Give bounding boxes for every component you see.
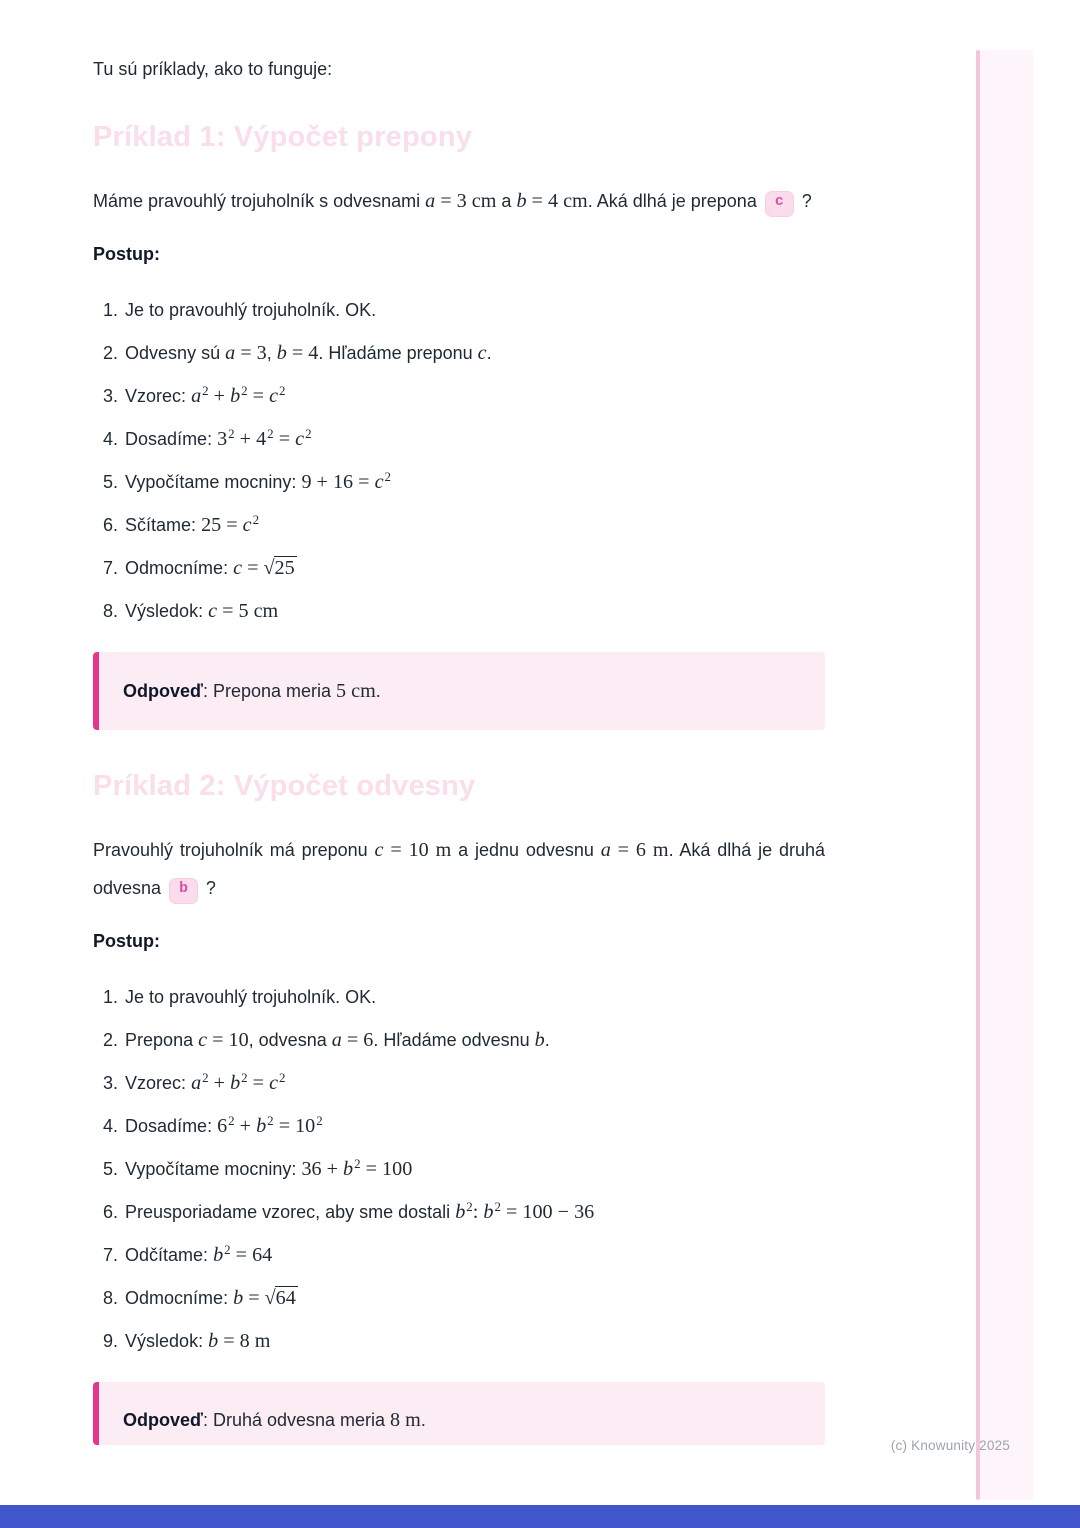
step-item: Výsledok: c = 5 cm [125, 600, 279, 622]
step-item: Výsledok: b = 8 m [125, 1330, 271, 1352]
example-2-heading: Príklad 2: Výpočet odvesny [93, 770, 476, 802]
step-item: Odčítame: $b^2 = 64$ [125, 1242, 273, 1266]
page-edge-band [980, 50, 1033, 1500]
answer-text-1: Odpoveď: Prepona meria 5 cm. [123, 680, 381, 702]
step-item: Dosadíme: $6^2 + b^2 = 10^2$ [125, 1113, 323, 1137]
page-edge-line [976, 50, 980, 1500]
step-item: Vzorec: $a^2 + b^2 = c^2$ [125, 1070, 286, 1094]
example-1-steps-list [93, 298, 825, 623]
bottom-bar [0, 1505, 1080, 1528]
example-1-heading: Príklad 1: Výpočet prepony [93, 121, 473, 153]
answer-callout-1 [93, 652, 825, 730]
example-1-steps-label: Postup: [93, 244, 160, 264]
step-item: Je to pravouhlý trojuholník. OK. [125, 300, 377, 320]
example-1-problem: Máme pravouhlý trojuholník s odvesnami a = 3 cm a b = 4 cm. Aká dlhá je prepona c ? [93, 182, 825, 220]
step-item: Odmocníme: c = √25 [125, 557, 295, 579]
answer-callout-2 [93, 1382, 825, 1445]
sqrt-expression: √64 [264, 1287, 296, 1309]
inline-code-badge: c [765, 191, 794, 217]
step-item: Sčítame: $25 = c^2$ [125, 512, 260, 536]
example-2-steps-list [93, 985, 825, 1353]
document-content [93, 0, 825, 1445]
step-item: Preusporiadame vzorec, aby sme dostali $b^2$: $b^2 = 100 - 36$ [125, 1199, 595, 1223]
sqrt-expression: √25 [263, 557, 295, 579]
step-item: Prepona c = 10, odvesna a = 6. Hľadáme odvesnu b. [125, 1029, 550, 1051]
example-1-section [93, 119, 825, 730]
step-item: Vzorec: $a^2 + b^2 = c^2$ [125, 383, 286, 407]
example-2-steps-label: Postup: [93, 931, 160, 951]
step-item: Odvesny sú a = 3, b = 4. Hľadáme preponu c. [125, 342, 492, 364]
step-item: Vypočítame mocniny: $36 + b^2 = 100$ [125, 1156, 413, 1180]
answer-text-2: Odpoveď: Druhá odvesna meria 8 m. [123, 1409, 426, 1431]
intro-text: Tu sú príklady, ako to funguje: [93, 59, 333, 79]
copyright-watermark: (c) Knowunity 2025 [890, 1438, 1010, 1453]
step-item: Odmocníme: b = √64 [125, 1287, 296, 1309]
example-2-section [93, 768, 825, 1445]
step-item: Je to pravouhlý trojuholník. OK. [125, 987, 377, 1007]
step-item: Dosadíme: $3^2 + 4^2 = c^2$ [125, 426, 312, 450]
inline-code-badge: b [169, 878, 198, 904]
example-2-problem: Pravouhlý trojuholník má preponu c = 10 m a jednu odvesnu a = 6 m. Aká dlhá je druhá odvesna b ? [93, 831, 825, 907]
step-item: Vypočítame mocniny: $9 + 16 = c^2$ [125, 469, 392, 493]
